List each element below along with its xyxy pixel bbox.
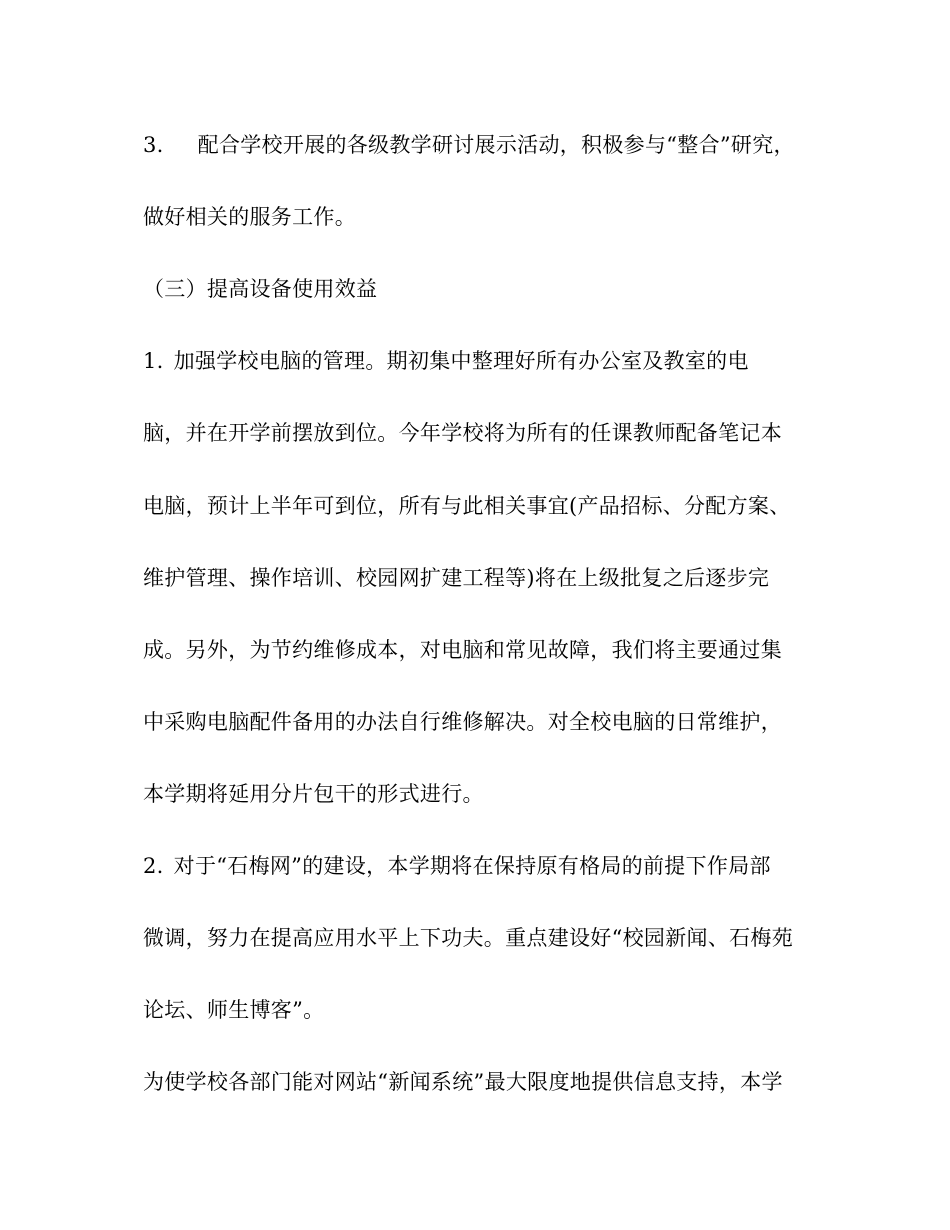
item-1-line-5: 成。另外，为节约维修成本，对电脑和常见故障，我们将主要通过集	[143, 638, 782, 662]
item-1-line-6: 中采购电脑配件备用的办法自行维修解决。对全校电脑的日常维护，	[143, 710, 782, 734]
paragraph-3-text-1: 配合学校开展的各级教学研讨展示活动，积极参与“整合”研究，	[197, 133, 795, 157]
paragraph-last-line-1: 为使学校各部门能对网站“新闻系统”最大限度地提供信息支持，本学	[143, 1070, 783, 1094]
paragraph-3-line-1	[143, 131, 795, 159]
item-2-line-1	[143, 852, 771, 880]
item-2-text-1: 对于“石梅网”的建设，本学期将在保持原有格局的前提下作局部	[173, 854, 771, 878]
item-2-line-3: 论坛、师生博客”。	[143, 998, 325, 1022]
item-1-line-2: 脑，并在开学前摆放到位。今年学校将为所有的任课教师配备笔记本	[143, 421, 782, 445]
paragraph-3-line-2: 做好相关的服务工作。	[143, 205, 356, 229]
item-2-line-2: 微调，努力在提高应用水平上下功夫。重点建设好“校园新闻、石梅苑	[143, 926, 794, 950]
item-2-number: 2.	[143, 854, 164, 878]
item-1-text-1: 加强学校电脑的管理。期初集中整理好所有办公室及教室的电	[173, 349, 749, 373]
item-1-number: 1.	[143, 349, 164, 373]
item-1-line-4: 维护管理、操作培训、校园网扩建工程等)将在上级批复之后逐步完	[143, 566, 770, 590]
section-heading: （三）提高设备使用效益	[143, 277, 378, 301]
paragraph-3-number: 3.	[143, 133, 164, 157]
item-1-line-7: 本学期将延用分片包干的形式进行。	[143, 782, 484, 806]
item-1-line-1	[143, 347, 749, 375]
item-1-line-3: 电脑，预计上半年可到位，所有与此相关事宜(产品招标、分配方案、	[143, 494, 791, 518]
